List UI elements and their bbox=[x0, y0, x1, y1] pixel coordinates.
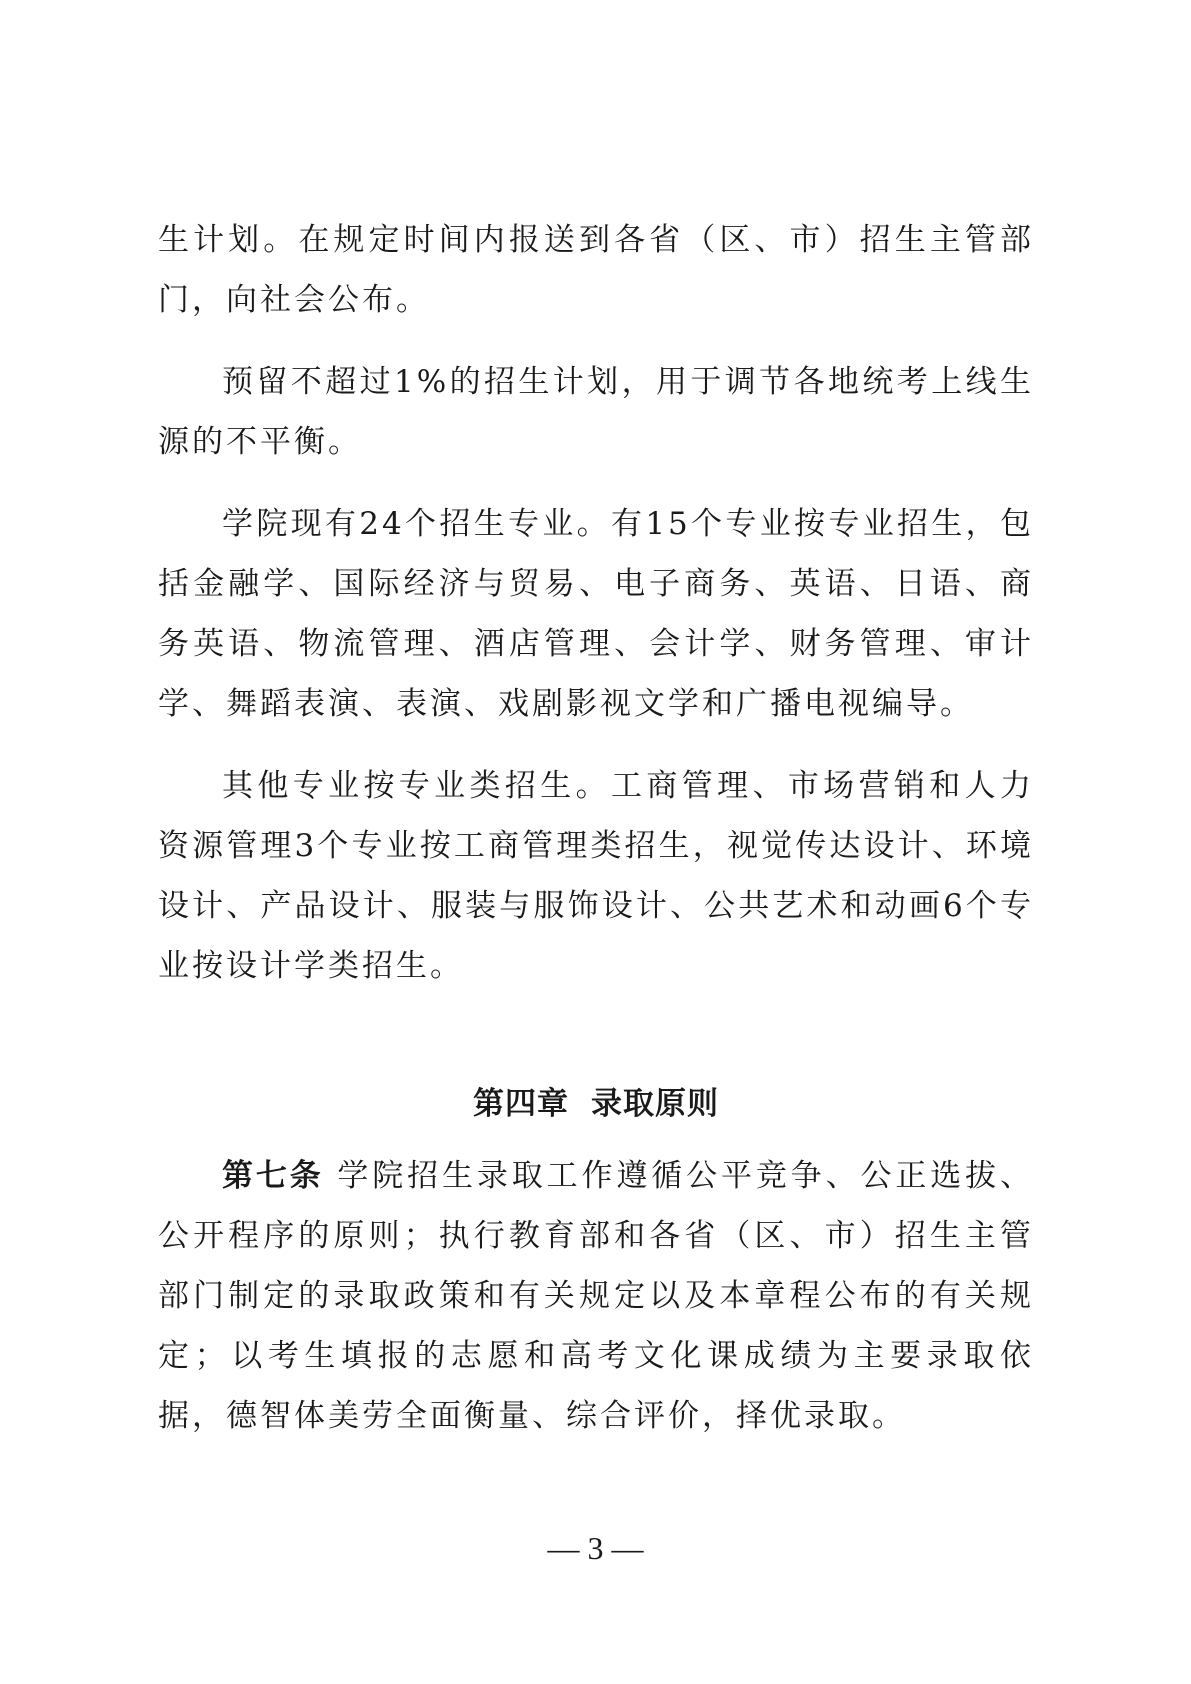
article-paragraph bbox=[158, 1146, 1034, 1446]
chapter-number: 第四章 bbox=[473, 1086, 569, 1122]
chapter-title: 录取原则 bbox=[591, 1086, 719, 1122]
article-text: 学院招生录取工作遵循公平竞争、公正选拔、公开程序的原则；执行教育部和各省（区、市）招生主管部门制定的录取政策和有关规定以及本章程公布的有关规定；以考生填报的志愿和高考文化课成绩为主要录取依据，德智体美劳全面衡量、综合评价，择优录取。 bbox=[158, 1158, 1035, 1434]
article-label: 第七条 bbox=[222, 1158, 324, 1194]
page-content bbox=[158, 210, 1034, 1468]
paragraph-3: 学院现有24个招生专业。有15个专业按专业招生，包括金融学、国际经济与贸易、电子商务、英语、日语、商务英语、物流管理、酒店管理、会计学、财务管理、审计学、舞蹈表演、表演、戏剧影视文学和广播电视编导。 bbox=[158, 506, 1034, 722]
paragraph-2: 预留不超过1%的招生计划，用于调节各地统考上线生源的不平衡。 bbox=[158, 364, 1034, 460]
page-number: — 3 — bbox=[547, 1530, 644, 1566]
paragraph-4: 其他专业按专业类招生。工商管理、市场营销和人力资源管理3个专业按工商管理类招生，视觉传达设计、环境设计、产品设计、服装与服饰设计、公共艺术和动画6个专业按设计学类招生。 bbox=[158, 768, 1034, 984]
paragraph-1: 生计划。在规定时间内报送到各省（区、市）招生主管部门，向社会公布。 bbox=[158, 222, 1034, 318]
chapter-heading bbox=[158, 1074, 1034, 1134]
